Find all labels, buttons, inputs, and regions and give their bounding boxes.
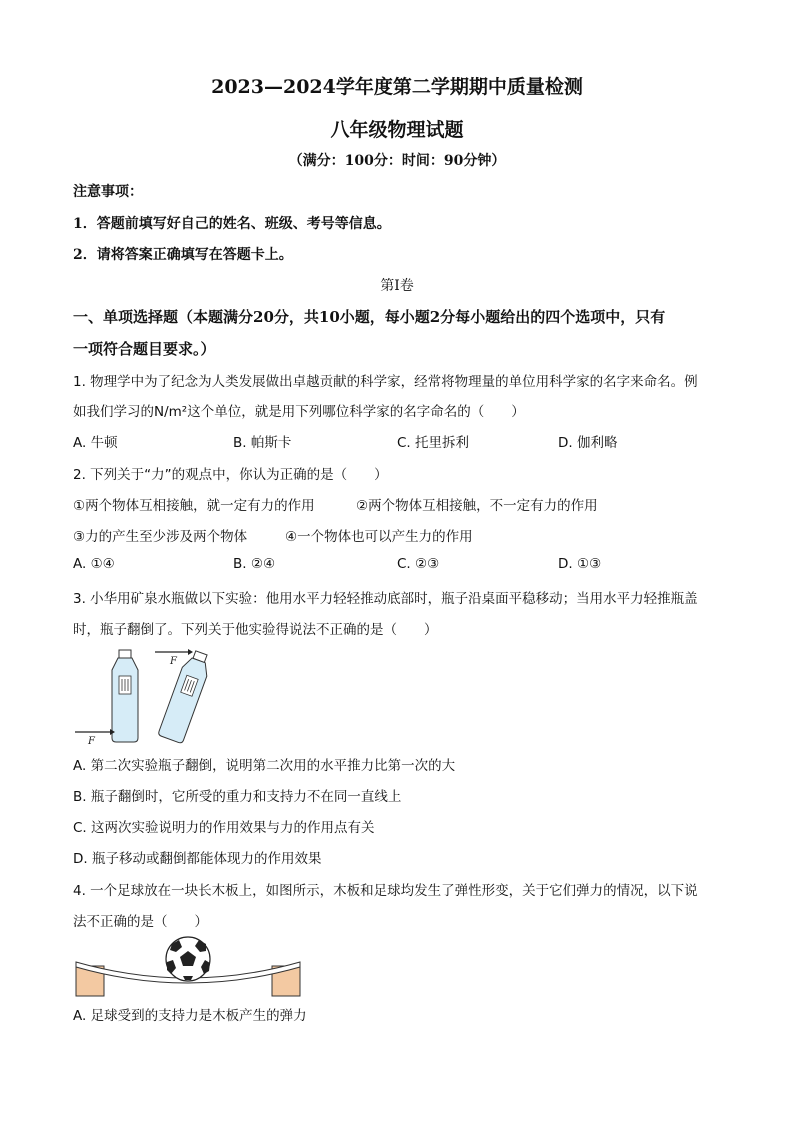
note-item-2: 2．请将答案正确填写在答题卡上。 bbox=[73, 247, 293, 263]
force-label-top: F bbox=[170, 656, 177, 667]
football bbox=[166, 937, 210, 981]
q2-option-d[interactable]: D. ①③ bbox=[558, 556, 602, 572]
q3-option-a[interactable]: A. 第二次实验瓶子翻倒，说明第二次用的水平推力比第一次的大 bbox=[73, 758, 456, 774]
bottle-experiment-figure bbox=[70, 642, 230, 750]
q2-option-b[interactable]: B. ②④ bbox=[233, 556, 276, 572]
bottom-force-arrow bbox=[75, 729, 115, 735]
exam-title: 2023—2024学年度第二学期期中质量检测 bbox=[211, 76, 583, 98]
q2-statement-4: ④一个物体也可以产生力的作用 bbox=[285, 529, 473, 545]
q2-statement-1: ①两个物体互相接触，就一定有力的作用 bbox=[73, 498, 315, 514]
q2-line1: 2. 下列关于“力”的观点中，你认为正确的是（ ） bbox=[73, 467, 388, 483]
q4-line1: 4. 一个足球放在一块长木板上，如图所示，木板和足球均发生了弹性形变，关于它们弹力的情况，以下说 bbox=[73, 883, 698, 899]
q1-line2: 如我们学习的N/m²这个单位，就是用下列哪位科学家的名字命名的（ ） bbox=[73, 404, 525, 420]
force-label-bottom: F bbox=[88, 736, 95, 747]
q2-statement-2: ②两个物体互相接触，不一定有力的作用 bbox=[356, 498, 598, 514]
upright-bottle bbox=[112, 650, 138, 742]
volume-label: 第I卷 bbox=[380, 278, 414, 294]
q1-line1: 1. 物理学中为了纪念为人类发展做出卓越贡献的科学家，经常将物理量的单位用科学家的名字来命名。例 bbox=[73, 374, 698, 390]
q1-option-d[interactable]: D. 伽利略 bbox=[558, 435, 618, 451]
q1-option-c[interactable]: C. 托里拆利 bbox=[397, 435, 470, 451]
q3-option-d[interactable]: D. 瓶子移动或翻倒都能体现力的作用效果 bbox=[73, 851, 322, 867]
section-heading-line1: 一、单项选择题（本题满分20分，共10小题，每小题2分每小题给出的四个选项中，只有 bbox=[73, 308, 666, 326]
q3-option-b[interactable]: B. 瓶子翻倒时，它所受的重力和支持力不在同一直线上 bbox=[73, 789, 402, 805]
note-item-1: 1．答题前填写好自己的姓名、班级、考号等信息。 bbox=[73, 216, 391, 232]
q3-line1: 3. 小华用矿泉水瓶做以下实验：他用水平力轻轻推动底部时，瓶子沿桌面平稳移动；当用水平力轻推瓶盖 bbox=[73, 591, 698, 607]
top-force-arrow bbox=[155, 649, 193, 655]
q4-option-a[interactable]: A. 足球受到的支持力是木板产生的弹力 bbox=[73, 1008, 307, 1024]
q3-option-c[interactable]: C. 这两次实验说明力的作用效果与力的作用点有关 bbox=[73, 820, 375, 836]
q2-option-a[interactable]: A. ①④ bbox=[73, 556, 115, 572]
q3-line2: 时，瓶子翻倒了。下列关于他实验得说法不正确的是（ ） bbox=[73, 622, 438, 638]
tilted-bottle bbox=[158, 648, 214, 743]
q4-line2: 法不正确的是（ ） bbox=[73, 914, 208, 930]
q2-statement-3: ③力的产生至少涉及两个物体 bbox=[73, 529, 248, 545]
q1-option-b[interactable]: B. 帕斯卡 bbox=[233, 435, 292, 451]
q2-option-c[interactable]: C. ②③ bbox=[397, 556, 440, 572]
exam-meta: （满分：100分：时间：90分钟） bbox=[288, 153, 506, 169]
notes-heading: 注意事项： bbox=[73, 184, 143, 200]
football-board-figure bbox=[72, 932, 304, 1000]
exam-subject: 八年级物理试题 bbox=[330, 119, 464, 141]
section-heading-line2: 一项符合题目要求。） bbox=[73, 340, 216, 358]
q1-option-a[interactable]: A. 牛顿 bbox=[73, 435, 118, 451]
